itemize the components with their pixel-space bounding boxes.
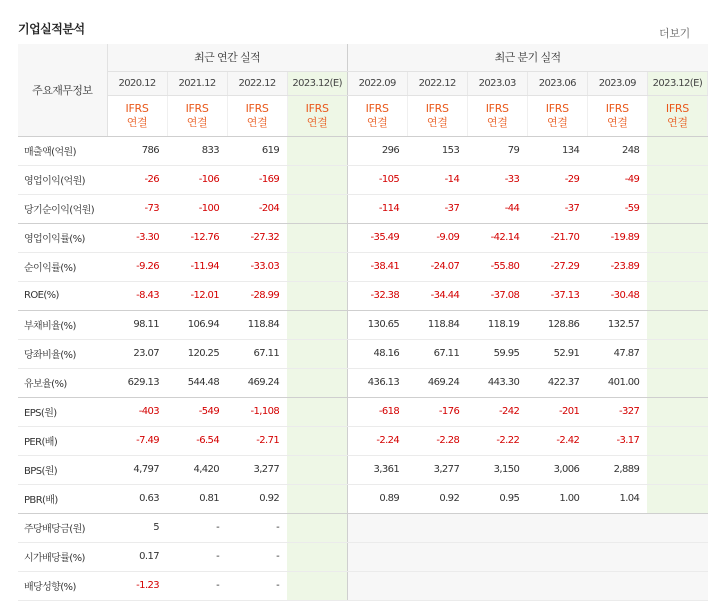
value-cell: -6.54 — [167, 426, 227, 455]
value-cell: 3,150 — [467, 455, 527, 484]
value-cell — [647, 165, 707, 194]
value-cell — [287, 426, 347, 455]
value-cell: -3.30 — [107, 223, 167, 252]
basis-scope: 연결 — [606, 115, 628, 129]
row-label: 유보율(%) — [18, 368, 107, 397]
row-label: PBR(배) — [18, 484, 107, 513]
accounting-basis-header — [587, 95, 647, 136]
table-row — [18, 542, 708, 571]
value-cell: 3,361 — [347, 455, 407, 484]
value-cell: 130.65 — [347, 310, 407, 339]
value-cell — [287, 136, 347, 165]
value-cell: 118.84 — [407, 310, 467, 339]
value-cell: -9.26 — [107, 252, 167, 281]
basis-scope: 연결 — [486, 115, 508, 129]
value-cell: 0.81 — [167, 484, 227, 513]
value-cell — [647, 426, 707, 455]
value-cell: 23.07 — [107, 339, 167, 368]
value-cell: -32.38 — [347, 281, 407, 310]
value-cell: 0.92 — [227, 484, 287, 513]
table-row — [18, 455, 708, 484]
accounting-basis-header — [167, 95, 227, 136]
row-label: 영업이익(억원) — [18, 165, 107, 194]
value-cell: -2.24 — [347, 426, 407, 455]
empty-cell — [347, 571, 407, 600]
value-cell — [287, 339, 347, 368]
value-cell: 1.04 — [587, 484, 647, 513]
value-cell: 118.84 — [227, 310, 287, 339]
accounting-basis-header — [287, 95, 347, 136]
value-cell: - — [227, 571, 287, 600]
value-cell — [647, 368, 707, 397]
row-label: 순이익률(%) — [18, 252, 107, 281]
accounting-basis-header — [407, 95, 467, 136]
empty-cell — [587, 542, 647, 571]
value-cell: 79 — [467, 136, 527, 165]
accounting-basis-header — [107, 95, 167, 136]
value-cell: -8.43 — [107, 281, 167, 310]
value-cell — [287, 223, 347, 252]
row-label: 시가배당률(%) — [18, 542, 107, 571]
value-cell — [647, 281, 707, 310]
table-row — [18, 571, 708, 600]
accounting-basis-header — [647, 95, 707, 136]
period-header: 2022.12 — [227, 71, 287, 95]
value-cell — [287, 368, 347, 397]
empty-cell — [467, 513, 527, 542]
row-label: 당좌비율(%) — [18, 339, 107, 368]
empty-cell — [407, 542, 467, 571]
basis-scope: 연결 — [306, 115, 328, 129]
period-header: 2021.12 — [167, 71, 227, 95]
value-cell: -12.76 — [167, 223, 227, 252]
value-cell: 786 — [107, 136, 167, 165]
basis-standard: IFRS — [545, 101, 569, 115]
value-cell: -204 — [227, 194, 287, 223]
value-cell: - — [167, 542, 227, 571]
more-link[interactable]: 더보기 — [659, 27, 690, 40]
group-header-quarter: 최근 분기 실적 — [347, 44, 707, 71]
value-cell: 59.95 — [467, 339, 527, 368]
row-label: PER(배) — [18, 426, 107, 455]
value-cell: -1,108 — [227, 397, 287, 426]
row-label: ROE(%) — [18, 281, 107, 310]
row-label: 부채비율(%) — [18, 310, 107, 339]
empty-cell — [527, 542, 587, 571]
table-row — [18, 513, 708, 542]
value-cell — [287, 281, 347, 310]
basis-standard: IFRS — [245, 101, 269, 115]
financial-summary-table — [18, 44, 708, 601]
value-cell — [647, 136, 707, 165]
value-cell: -27.32 — [227, 223, 287, 252]
value-cell: 0.95 — [467, 484, 527, 513]
empty-cell — [647, 542, 707, 571]
value-cell: 422.37 — [527, 368, 587, 397]
value-cell: 469.24 — [407, 368, 467, 397]
value-cell — [287, 455, 347, 484]
value-cell: -2.42 — [527, 426, 587, 455]
value-cell: 0.92 — [407, 484, 467, 513]
value-cell: 629.13 — [107, 368, 167, 397]
period-header: 2020.12 — [107, 71, 167, 95]
period-header: 2023.03 — [467, 71, 527, 95]
value-cell — [647, 223, 707, 252]
table-row — [18, 281, 708, 310]
basis-scope: 연결 — [126, 115, 148, 129]
value-cell — [287, 484, 347, 513]
value-cell: -29 — [527, 165, 587, 194]
value-cell: 4,420 — [167, 455, 227, 484]
period-header: 2022.09 — [347, 71, 407, 95]
value-cell: -37 — [407, 194, 467, 223]
basis-standard: IFRS — [605, 101, 629, 115]
value-cell — [647, 397, 707, 426]
value-cell: -44 — [467, 194, 527, 223]
value-cell — [287, 397, 347, 426]
table-row — [18, 368, 708, 397]
empty-cell — [347, 542, 407, 571]
table-row — [18, 252, 708, 281]
table-row — [18, 484, 708, 513]
value-cell: 1.00 — [527, 484, 587, 513]
value-cell: -21.70 — [527, 223, 587, 252]
table-row — [18, 165, 708, 194]
value-cell: 443.30 — [467, 368, 527, 397]
basis-standard: IFRS — [665, 101, 689, 115]
value-cell — [647, 194, 707, 223]
value-cell: 67.11 — [227, 339, 287, 368]
value-cell: -26 — [107, 165, 167, 194]
value-cell: 48.16 — [347, 339, 407, 368]
value-cell: 5 — [107, 513, 167, 542]
value-cell: -169 — [227, 165, 287, 194]
row-label: 배당성향(%) — [18, 571, 107, 600]
value-cell: -7.49 — [107, 426, 167, 455]
value-cell: -14 — [407, 165, 467, 194]
value-cell — [647, 310, 707, 339]
value-cell: 52.91 — [527, 339, 587, 368]
table-row — [18, 339, 708, 368]
value-cell: 0.89 — [347, 484, 407, 513]
row-label: 매출액(억원) — [18, 136, 107, 165]
value-cell: -37 — [527, 194, 587, 223]
value-cell — [287, 542, 347, 571]
value-cell — [287, 252, 347, 281]
value-cell: -403 — [107, 397, 167, 426]
value-cell: -33 — [467, 165, 527, 194]
value-cell: 248 — [587, 136, 647, 165]
basis-scope: 연결 — [186, 115, 208, 129]
empty-cell — [407, 571, 467, 600]
empty-cell — [347, 513, 407, 542]
value-cell: -327 — [587, 397, 647, 426]
value-cell: 3,277 — [227, 455, 287, 484]
value-cell: -2.28 — [407, 426, 467, 455]
table-row — [18, 136, 708, 165]
value-cell: 2,889 — [587, 455, 647, 484]
table-row — [18, 397, 708, 426]
value-cell: -24.07 — [407, 252, 467, 281]
value-cell: 833 — [167, 136, 227, 165]
value-cell: -37.08 — [467, 281, 527, 310]
value-cell — [287, 571, 347, 600]
value-cell: 67.11 — [407, 339, 467, 368]
value-cell: 4,797 — [107, 455, 167, 484]
empty-cell — [587, 571, 647, 600]
value-cell: -106 — [167, 165, 227, 194]
accounting-basis-header — [467, 95, 527, 136]
value-cell: -3.17 — [587, 426, 647, 455]
value-cell: - — [167, 571, 227, 600]
accounting-basis-header — [347, 95, 407, 136]
group-header-annual: 최근 연간 실적 — [107, 44, 347, 71]
basis-standard: IFRS — [125, 101, 149, 115]
value-cell: - — [227, 513, 287, 542]
value-cell: -2.71 — [227, 426, 287, 455]
value-cell: -201 — [527, 397, 587, 426]
basis-standard: IFRS — [185, 101, 209, 115]
label-header: 주요재무정보 — [18, 44, 107, 136]
row-label: 영업이익률(%) — [18, 223, 107, 252]
value-cell: 132.57 — [587, 310, 647, 339]
value-cell: 3,006 — [527, 455, 587, 484]
empty-cell — [527, 513, 587, 542]
value-cell: -42.14 — [467, 223, 527, 252]
value-cell: -12.01 — [167, 281, 227, 310]
table-row — [18, 426, 708, 455]
value-cell: -11.94 — [167, 252, 227, 281]
value-cell: 134 — [527, 136, 587, 165]
empty-cell — [527, 571, 587, 600]
value-cell: 98.11 — [107, 310, 167, 339]
basis-scope: 연결 — [546, 115, 568, 129]
period-header: 2023.06 — [527, 71, 587, 95]
value-cell: 469.24 — [227, 368, 287, 397]
value-cell: 118.19 — [467, 310, 527, 339]
empty-cell — [467, 542, 527, 571]
basis-standard: IFRS — [425, 101, 449, 115]
accounting-basis-header — [227, 95, 287, 136]
value-cell: -30.48 — [587, 281, 647, 310]
basis-scope: 연결 — [667, 115, 688, 129]
value-cell: - — [167, 513, 227, 542]
value-cell — [287, 194, 347, 223]
table-row — [18, 223, 708, 252]
value-cell: -19.89 — [587, 223, 647, 252]
value-cell: 619 — [227, 136, 287, 165]
table-row — [18, 194, 708, 223]
value-cell: 120.25 — [167, 339, 227, 368]
row-label: BPS(원) — [18, 455, 107, 484]
basis-scope: 연결 — [246, 115, 268, 129]
value-cell: -1.23 — [107, 571, 167, 600]
value-cell: -28.99 — [227, 281, 287, 310]
accounting-basis-header — [527, 95, 587, 136]
value-cell: -59 — [587, 194, 647, 223]
basis-standard: IFRS — [305, 101, 329, 115]
value-cell: -549 — [167, 397, 227, 426]
basis-scope: 연결 — [366, 115, 388, 129]
row-label: 당기순이익(억원) — [18, 194, 107, 223]
value-cell: -27.29 — [527, 252, 587, 281]
basis-standard: IFRS — [485, 101, 509, 115]
value-cell: -33.03 — [227, 252, 287, 281]
value-cell — [647, 252, 707, 281]
table-row — [18, 310, 708, 339]
period-header: 2023.09 — [587, 71, 647, 95]
empty-cell — [587, 513, 647, 542]
value-cell: 0.63 — [107, 484, 167, 513]
value-cell: -105 — [347, 165, 407, 194]
empty-cell — [647, 513, 707, 542]
period-header: 2023.12(E) — [647, 71, 707, 95]
value-cell: -73 — [107, 194, 167, 223]
empty-cell — [467, 571, 527, 600]
value-cell: -38.41 — [347, 252, 407, 281]
value-cell: -9.09 — [407, 223, 467, 252]
value-cell — [647, 455, 707, 484]
value-cell: 153 — [407, 136, 467, 165]
value-cell: 401.00 — [587, 368, 647, 397]
period-header: 2022.12 — [407, 71, 467, 95]
value-cell: 436.13 — [347, 368, 407, 397]
row-label: EPS(원) — [18, 397, 107, 426]
value-cell: -49 — [587, 165, 647, 194]
value-cell: 0.17 — [107, 542, 167, 571]
value-cell: -114 — [347, 194, 407, 223]
value-cell: 128.86 — [527, 310, 587, 339]
value-cell — [647, 339, 707, 368]
value-cell: -618 — [347, 397, 407, 426]
empty-cell — [407, 513, 467, 542]
value-cell — [287, 165, 347, 194]
value-cell — [647, 484, 707, 513]
basis-standard: IFRS — [365, 101, 389, 115]
value-cell — [287, 513, 347, 542]
value-cell: -242 — [467, 397, 527, 426]
basis-scope: 연결 — [426, 115, 448, 129]
value-cell: -23.89 — [587, 252, 647, 281]
value-cell: 544.48 — [167, 368, 227, 397]
empty-cell — [647, 571, 707, 600]
value-cell: 3,277 — [407, 455, 467, 484]
value-cell — [287, 310, 347, 339]
value-cell: -37.13 — [527, 281, 587, 310]
row-label: 주당배당금(원) — [18, 513, 107, 542]
value-cell: -2.22 — [467, 426, 527, 455]
value-cell: -55.80 — [467, 252, 527, 281]
value-cell: 296 — [347, 136, 407, 165]
section-title: 기업실적분석 — [18, 22, 85, 36]
value-cell: 47.87 — [587, 339, 647, 368]
value-cell: -100 — [167, 194, 227, 223]
value-cell: -176 — [407, 397, 467, 426]
value-cell: 106.94 — [167, 310, 227, 339]
value-cell: -35.49 — [347, 223, 407, 252]
period-header: 2023.12(E) — [287, 71, 347, 95]
value-cell: - — [227, 542, 287, 571]
value-cell: -34.44 — [407, 281, 467, 310]
